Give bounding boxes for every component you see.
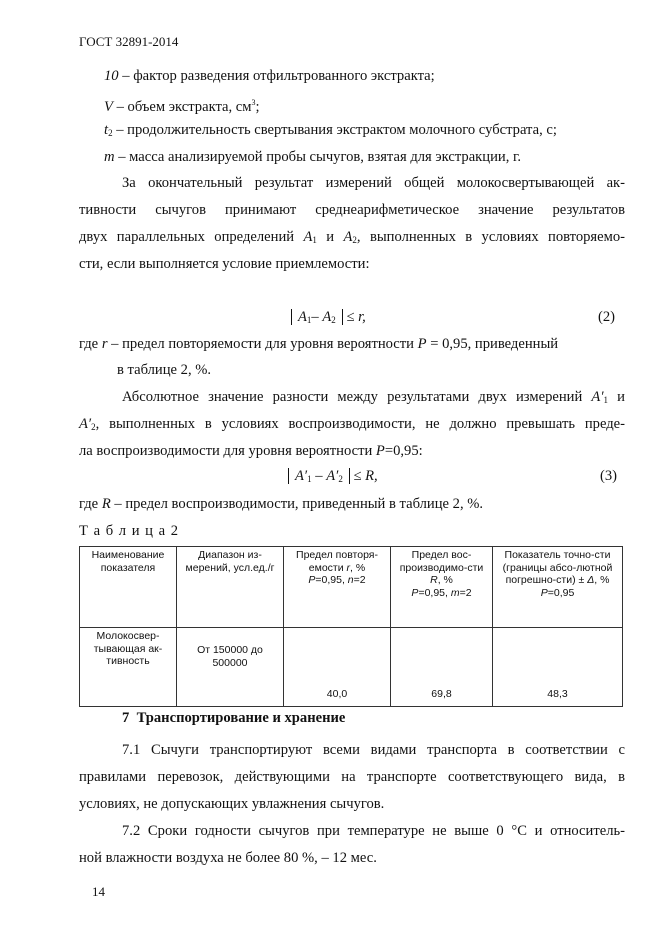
formula-3: $A'_1 - A'_2 \le R$,	[288, 466, 378, 489]
definition-dilution: 10 – фактор разведения отфильтрованного экстракта;	[104, 68, 435, 84]
table-row	[80, 628, 623, 707]
cell-accuracy: 48,3	[493, 628, 623, 707]
header-indicator: Наименование показателя	[80, 547, 177, 628]
document-header: ГОСТ 32891-2014	[79, 34, 179, 49]
cell-repeatability: 40,0	[284, 628, 391, 707]
formula-2-number: (2)	[598, 309, 616, 325]
header-repeatability: Предел повторя-емости r, % P=0,95, n=2	[284, 547, 391, 628]
where-r-continued: в таблице 2, %.	[117, 362, 212, 378]
table-header-row	[80, 547, 623, 628]
precision-table	[79, 546, 623, 707]
definition-time: $t_2$ – продолжительность свертывания экстрактом молочного субстрата, с;	[104, 122, 557, 138]
where-R: где R – предел воспроизводимости, приведенный в таблице 2, %.	[79, 496, 484, 512]
definition-volume: V – объем экстракта, $см^3$;	[104, 98, 260, 115]
header-accuracy: Показатель точно-сти (границы абсо-лютной погрешно-сти) ± Δ, % P=0,95	[493, 547, 623, 628]
header-range: Диапазон из-мерений, усл.ед./г	[177, 547, 284, 628]
where-r: где r – предел повторяемости для уровня вероятности P = 0,95, приведенный	[79, 336, 559, 352]
cell-indicator: Молокосвер-тывающая ак-тивность	[80, 628, 177, 707]
header-reproducibility: Предел вос-производимо-сти R, % P=0,95, m=2	[391, 547, 493, 628]
cell-reproducibility: 69,8	[391, 628, 493, 707]
cell-range: От 150000 до 500000	[177, 628, 284, 707]
table-caption: Т а б л и ц а 2	[79, 523, 180, 539]
formula-2: $A_1-$ $A_2 \le r$,	[291, 307, 366, 330]
page-number: 14	[92, 884, 105, 899]
formula-3-number: (3)	[600, 468, 618, 484]
definition-mass: m – масса анализируемой пробы сычугов, взятая для экстракции, г.	[104, 149, 521, 165]
section-heading: 7 Транспортирование и хранение	[122, 710, 346, 726]
